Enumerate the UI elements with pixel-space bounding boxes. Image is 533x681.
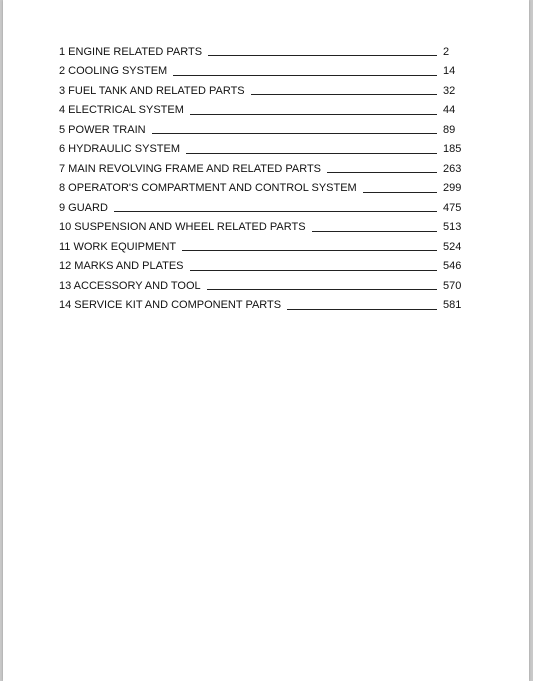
toc-leader-line xyxy=(190,114,437,115)
toc-entry-page: 14 xyxy=(443,65,456,78)
toc-entry-title: 12 MARKS AND PLATES xyxy=(59,260,184,273)
toc-leader-line xyxy=(208,55,437,56)
toc-entry-page: 570 xyxy=(443,279,462,292)
toc-entry[interactable] xyxy=(59,257,469,277)
toc-entry[interactable] xyxy=(59,120,469,140)
toc-entry-title: 8 OPERATOR'S COMPARTMENT AND CONTROL SYSTEM xyxy=(59,182,357,195)
toc-entry-page: 524 xyxy=(443,240,462,253)
toc-entry[interactable] xyxy=(59,81,469,101)
toc-entry-title: 11 WORK EQUIPMENT xyxy=(59,240,177,253)
toc-leader-line xyxy=(327,172,437,173)
toc-entry[interactable] xyxy=(59,237,469,257)
toc-leader-line xyxy=(312,231,437,232)
toc-leader-line xyxy=(152,133,437,134)
toc-leader-line xyxy=(207,289,437,290)
toc-leader-line xyxy=(190,270,437,271)
table-of-contents xyxy=(59,42,469,315)
toc-leader-line xyxy=(186,153,437,154)
toc-entry-title: 5 POWER TRAIN xyxy=(59,123,146,136)
toc-entry-title: 14 SERVICE KIT AND COMPONENT PARTS xyxy=(59,299,282,312)
toc-entry[interactable] xyxy=(59,42,469,62)
document-page xyxy=(3,0,529,681)
toc-entry-page: 513 xyxy=(443,221,462,234)
toc-entry[interactable] xyxy=(59,140,469,160)
toc-entry-title: 13 ACCESSORY AND TOOL xyxy=(59,279,201,292)
toc-leader-line xyxy=(251,94,437,95)
toc-entry[interactable] xyxy=(59,159,469,179)
toc-entry-title: 3 FUEL TANK AND RELATED PARTS xyxy=(59,84,245,97)
toc-entry[interactable] xyxy=(59,296,469,316)
toc-entry-title: 1 ENGINE RELATED PARTS xyxy=(59,45,203,58)
toc-entry[interactable] xyxy=(59,218,469,238)
toc-entry-title: 6 HYDRAULIC SYSTEM xyxy=(59,143,181,156)
toc-entry-page: 263 xyxy=(443,162,462,175)
toc-entry-page: 475 xyxy=(443,201,462,214)
toc-entry-page: 89 xyxy=(443,123,456,136)
toc-entry[interactable] xyxy=(59,198,469,218)
toc-entry-title: 10 SUSPENSION AND WHEEL RELATED PARTS xyxy=(59,221,306,234)
toc-entry-page: 581 xyxy=(443,299,462,312)
toc-entry-page: 546 xyxy=(443,260,462,273)
toc-entry-title: 9 GUARD xyxy=(59,201,108,214)
toc-leader-line xyxy=(363,192,437,193)
toc-entry[interactable] xyxy=(59,179,469,199)
toc-entry[interactable] xyxy=(59,101,469,121)
toc-leader-line xyxy=(287,309,437,310)
toc-entry-page: 299 xyxy=(443,182,462,195)
toc-entry-page: 44 xyxy=(443,104,456,117)
toc-leader-line xyxy=(173,75,437,76)
toc-entry[interactable] xyxy=(59,276,469,296)
toc-leader-line xyxy=(114,211,437,212)
toc-entry-page: 2 xyxy=(443,45,450,58)
toc-entry[interactable] xyxy=(59,62,469,82)
toc-leader-line xyxy=(182,250,437,251)
toc-entry-title: 4 ELECTRICAL SYSTEM xyxy=(59,104,184,117)
toc-entry-title: 7 MAIN REVOLVING FRAME AND RELATED PARTS xyxy=(59,162,322,175)
toc-entry-page: 32 xyxy=(443,84,456,97)
toc-entry-page: 185 xyxy=(443,143,462,156)
toc-entry-title: 2 COOLING SYSTEM xyxy=(59,65,168,78)
